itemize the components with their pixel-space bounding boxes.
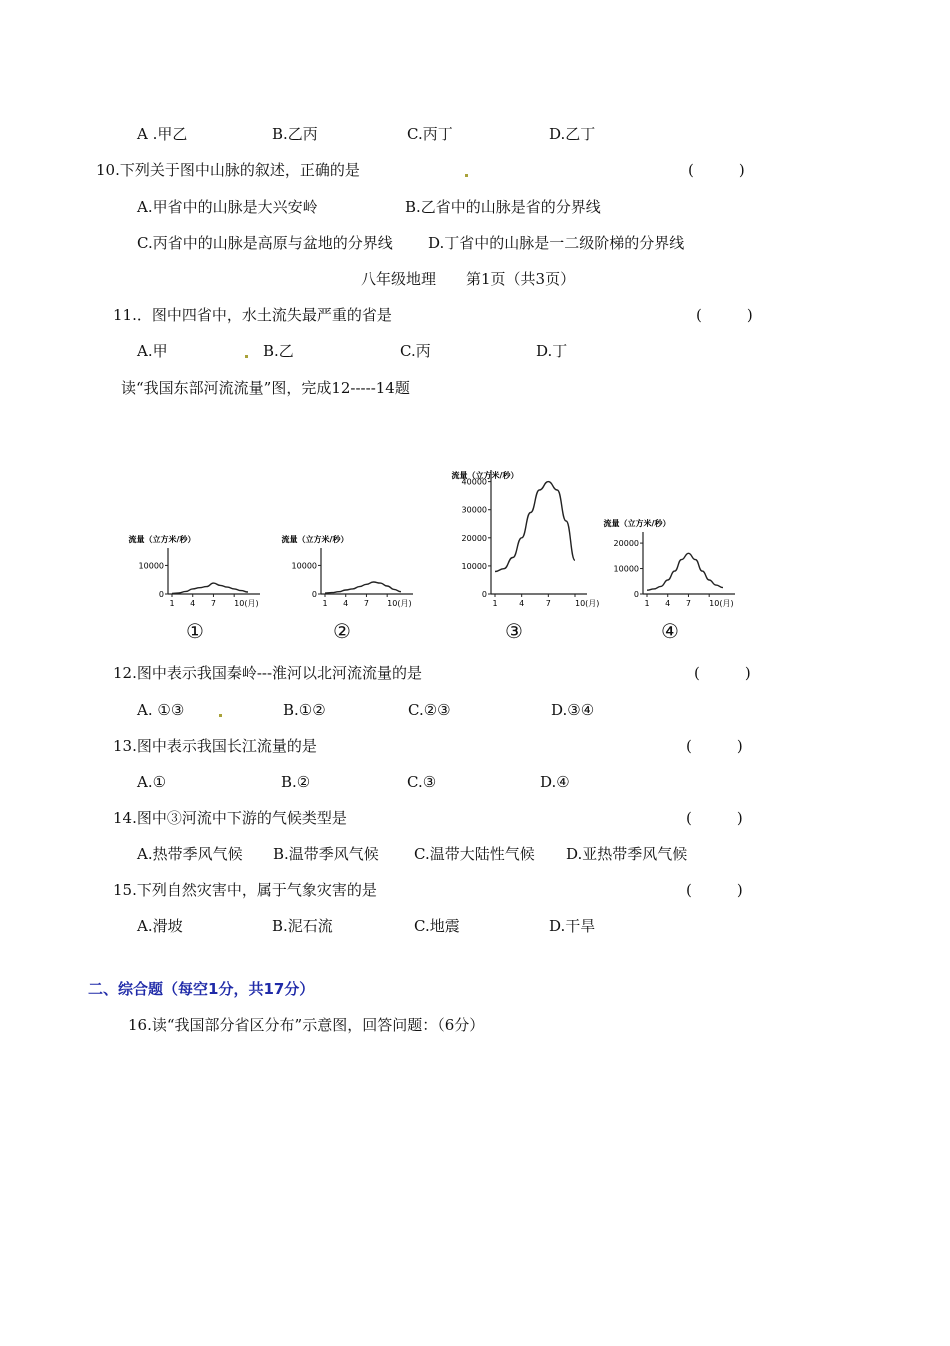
x-tick-label: 4 bbox=[665, 599, 671, 608]
q10-option-d: D.丁省中的山脉是一二级阶梯的分界线 bbox=[428, 234, 685, 252]
q13-answer-blank: ( ) bbox=[686, 737, 743, 755]
x-tick-label: 10(月) bbox=[387, 599, 412, 608]
q11-option-b: B.乙 bbox=[263, 342, 294, 360]
q9-option-b: B.乙丙 bbox=[272, 125, 318, 143]
q10-option-a: A.甲省中的山脉是大兴安岭 bbox=[137, 198, 318, 216]
q9-option-a: A .甲乙 bbox=[137, 125, 188, 143]
flow-line bbox=[172, 583, 248, 593]
x-tick-label: 7 bbox=[545, 599, 551, 608]
river-flow-chart-3 bbox=[445, 462, 600, 612]
q14-stem: 14.图中③河流中下游的气候类型是 bbox=[113, 809, 347, 827]
q12-option-a: A. ①③ bbox=[137, 701, 185, 719]
q10-option-b: B.乙省中的山脉是省的分界线 bbox=[405, 198, 601, 216]
x-tick-label: 1 bbox=[322, 599, 328, 608]
q13-option-b: B.② bbox=[281, 773, 311, 791]
y-tick-label: 10000 bbox=[461, 561, 487, 571]
y-tick-label: 10000 bbox=[613, 564, 639, 574]
q12-answer-blank: ( ) bbox=[694, 664, 751, 682]
q15-option-a: A.滑坡 bbox=[137, 917, 183, 935]
y-tick-label: 20000 bbox=[613, 539, 639, 549]
q13-option-d: D.④ bbox=[540, 773, 570, 791]
y-axis-label: 流量（立方米/秒） bbox=[451, 471, 519, 480]
stray-dot bbox=[219, 714, 222, 717]
river-flow-chart-4 bbox=[605, 514, 745, 612]
q11-option-c: C.丙 bbox=[400, 342, 431, 360]
q9-option-c: C.丙丁 bbox=[407, 125, 453, 143]
q13-option-c: C.③ bbox=[407, 773, 437, 791]
q12-option-c: C.②③ bbox=[408, 701, 451, 719]
chart-label-3: ③ bbox=[505, 619, 523, 643]
chart-label-1: ① bbox=[186, 619, 204, 643]
q9-option-d: D.乙丁 bbox=[549, 125, 596, 143]
x-tick-label: 7 bbox=[685, 599, 692, 608]
section-2-heading: 二、综合题（每空1分，共17分） bbox=[88, 980, 315, 998]
q15-option-d: D.干旱 bbox=[549, 917, 596, 935]
y-tick-label: 0 bbox=[481, 590, 487, 599]
x-tick-label: 1 bbox=[492, 599, 498, 608]
chart-label-2: ② bbox=[333, 619, 351, 643]
y-tick-label: 0 bbox=[633, 590, 639, 599]
q10-answer-blank: ( ) bbox=[688, 161, 745, 179]
q14-option-b: B.温带季风气候 bbox=[273, 845, 379, 863]
x-tick-label: 10(月) bbox=[575, 599, 600, 608]
y-axis-label: 流量（立方米/秒） bbox=[128, 535, 196, 544]
q14-option-a: A.热带季风气候 bbox=[137, 845, 243, 863]
x-tick-label: 7 bbox=[363, 599, 370, 608]
q12-stem: 12.图中表示我国秦岭---淮河以北河流流量的是 bbox=[113, 664, 423, 682]
y-axis-label: 流量（立方米/秒） bbox=[281, 535, 349, 544]
chart-intro: 读“我国东部河流流量”图，完成12-----14题 bbox=[121, 379, 410, 397]
q16-stem: 16.读“我国部分省区分布”示意图，回答问题：（6分） bbox=[128, 1016, 485, 1034]
stray-dot bbox=[465, 174, 468, 177]
river-flow-chart-1 bbox=[130, 530, 270, 612]
y-tick-label: 30000 bbox=[461, 505, 487, 515]
y-axis-label: 流量（立方米/秒） bbox=[603, 519, 671, 528]
q13-option-a: A.① bbox=[137, 773, 167, 791]
x-tick-label: 4 bbox=[519, 599, 525, 608]
q13-stem: 13.图中表示我国长江流量的是 bbox=[113, 737, 317, 755]
flow-line bbox=[325, 582, 401, 593]
q11-answer-blank: ( ) bbox=[696, 306, 753, 324]
y-tick-label: 10000 bbox=[291, 561, 317, 571]
stray-dot bbox=[245, 355, 248, 358]
q15-option-c: C.地震 bbox=[414, 917, 460, 935]
q15-option-b: B.泥石流 bbox=[272, 917, 333, 935]
q14-option-c: C.温带大陆性气候 bbox=[414, 845, 535, 863]
x-tick-label: 7 bbox=[210, 599, 217, 608]
y-tick-label: 10000 bbox=[138, 561, 164, 571]
q11-stem: 11.．图中四省中，水土流失最严重的省是 bbox=[113, 306, 392, 324]
q11-option-a: A.甲 bbox=[137, 342, 168, 360]
q10-option-c: C.丙省中的山脉是高原与盆地的分界线 bbox=[137, 234, 393, 252]
river-flow-chart-2 bbox=[283, 530, 423, 612]
q11-option-d: D.丁 bbox=[536, 342, 568, 360]
q15-stem: 15.下列自然灾害中，属于气象灾害的是 bbox=[113, 881, 377, 899]
x-tick-label: 10(月) bbox=[234, 599, 259, 608]
x-tick-label: 4 bbox=[343, 599, 349, 608]
q14-answer-blank: ( ) bbox=[686, 809, 743, 827]
flow-line bbox=[647, 553, 723, 590]
chart-label-4: ④ bbox=[661, 619, 679, 643]
q14-option-d: D.亚热带季风气候 bbox=[566, 845, 688, 863]
x-tick-label: 1 bbox=[169, 599, 175, 608]
x-tick-label: 4 bbox=[190, 599, 196, 608]
q12-option-d: D.③④ bbox=[551, 701, 595, 719]
x-tick-label: 10(月) bbox=[709, 599, 734, 608]
y-tick-label: 0 bbox=[158, 590, 164, 599]
x-tick-label: 1 bbox=[644, 599, 650, 608]
page-footer: 八年级地理 第1页（共3页） bbox=[361, 270, 576, 288]
y-tick-label: 40000 bbox=[461, 477, 487, 487]
q15-answer-blank: ( ) bbox=[686, 881, 743, 899]
q10-stem: 10.下列关于图中山脉的叙述，正确的是 bbox=[96, 161, 360, 179]
flow-line bbox=[495, 482, 575, 572]
y-tick-label: 0 bbox=[311, 590, 317, 599]
q12-option-b: B.①② bbox=[283, 701, 326, 719]
y-tick-label: 20000 bbox=[461, 533, 487, 543]
